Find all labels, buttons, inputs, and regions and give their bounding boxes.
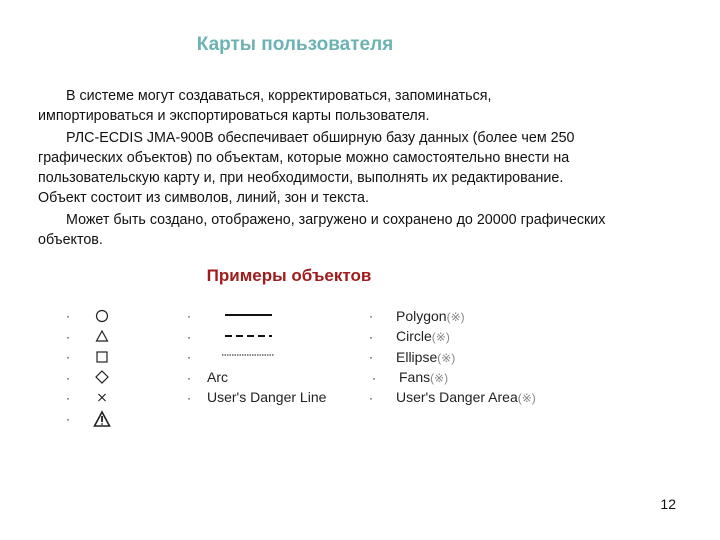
area-item-polygon <box>396 308 465 324</box>
paragraph-line: пользовательскую карту и, при необходимости, выполнять их редактирование. <box>38 170 564 186</box>
paragraph-line: РЛС-ECDIS JMA-900B обеспечивает обширную базу данных (более чем 250 <box>66 130 575 146</box>
section-subtitle: Примеры объектов <box>206 266 372 285</box>
danger-line-label: User's Danger Line <box>207 389 327 405</box>
bullet: · <box>66 350 70 364</box>
area-note: (※) <box>430 371 449 385</box>
bullet: · <box>369 330 373 344</box>
area-label: User's Danger Area <box>396 389 518 405</box>
paragraph-line: Объект состоит из символов, линий, зон и текста. <box>38 190 369 206</box>
area-item-ellipse <box>396 349 455 365</box>
bullet: · <box>66 330 70 344</box>
area-label: Polygon <box>396 308 447 324</box>
area-note: (※) <box>437 351 456 365</box>
symbol-icons <box>93 308 111 432</box>
area-note: (※) <box>517 391 536 405</box>
area-label: Fans <box>399 369 431 385</box>
bullet: · <box>66 309 70 323</box>
bullet: · <box>66 412 70 426</box>
area-label: Circle <box>396 328 432 344</box>
warning-icon <box>95 412 110 426</box>
bullet: · <box>187 309 191 323</box>
bullet: · <box>66 371 70 385</box>
paragraph-line: Может быть создано, отображено, загружено и сохранено до 20000 графических <box>66 212 606 228</box>
paragraph-line: графических объектов) по объектам, которые можно самостоятельно внести на <box>38 150 570 166</box>
area-label: Ellipse <box>396 349 438 365</box>
area-item-fans <box>399 369 448 385</box>
circle-icon <box>97 311 108 322</box>
diamond-icon <box>96 371 108 383</box>
area-note: (※) <box>446 310 465 324</box>
bullet: · <box>187 330 191 344</box>
page-title: Карты пользователя <box>196 34 394 55</box>
area-item-danger-area <box>396 389 536 405</box>
line-samples <box>222 310 278 360</box>
bullet: · <box>369 391 373 405</box>
bullet: · <box>369 350 373 364</box>
bullet: · <box>369 309 373 323</box>
square-icon <box>97 352 107 362</box>
area-note: (※) <box>431 330 450 344</box>
bullet: · <box>187 350 191 364</box>
page-number: 12 <box>660 496 676 512</box>
bullet: · <box>187 391 191 405</box>
paragraph-line: объектов. <box>38 232 103 248</box>
area-item-circle <box>396 328 450 344</box>
paragraph-line: В системе могут создаваться, корректироваться, запоминаться, <box>66 88 492 104</box>
bullet: · <box>66 391 70 405</box>
paragraph-line: импортироваться и экспортироваться карты пользователя. <box>38 108 430 124</box>
arc-label: Arc <box>207 369 228 385</box>
triangle-icon <box>97 331 108 341</box>
bullet: · <box>187 371 191 385</box>
bullet: · <box>372 371 376 385</box>
cross-icon <box>99 394 106 401</box>
